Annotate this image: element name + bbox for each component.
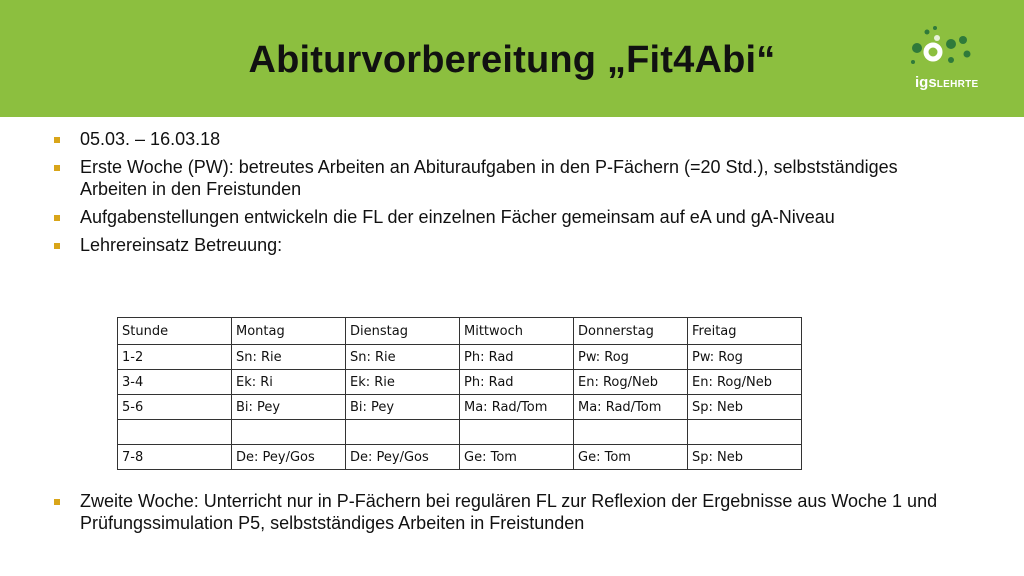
table-cell: Bi: Pey xyxy=(232,395,346,420)
logo-text-lehrte: LEHRTE xyxy=(936,79,979,90)
table-cell xyxy=(232,420,346,445)
table-cell: Ge: Tom xyxy=(460,445,574,470)
table-header-cell: Freitag xyxy=(688,318,802,345)
table-cell: Sp: Neb xyxy=(688,395,802,420)
table-header-cell: Dienstag xyxy=(346,318,460,345)
table-row xyxy=(118,395,802,420)
table-cell: Bi: Pey xyxy=(346,395,460,420)
bullet-second-week: Zweite Woche: Unterricht nur in P-Fächern bei regulären FL zur Reflexion der Ergebnisse aus Woche 1 und Prüfungssimulation P5, selbstständiges Arbeiten in Freistunden xyxy=(50,490,950,534)
table-cell: En: Rog/Neb xyxy=(688,370,802,395)
slide-title: Abiturvorbereitung „Fit4Abi“ xyxy=(248,39,776,81)
table-cell: Pw: Rog xyxy=(574,345,688,370)
table-cell: Pw: Rog xyxy=(688,345,802,370)
table-cell: Sp: Neb xyxy=(688,445,802,470)
table-cell xyxy=(574,420,688,445)
bullet-date-range: 05.03. – 16.03.18 xyxy=(50,128,950,150)
table-cell: De: Pey/Gos xyxy=(346,445,460,470)
bullet-list-after-table xyxy=(50,490,950,540)
schedule-table xyxy=(117,317,802,470)
table-cell: En: Rog/Neb xyxy=(574,370,688,395)
logo-text-igs: igs xyxy=(915,74,937,91)
table-cell: 5-6 xyxy=(118,395,232,420)
table-header-cell: Stunde xyxy=(118,318,232,345)
bullet-first-week: Erste Woche (PW): betreutes Arbeiten an Abituraufgaben in den P-Fächern (=20 Std.), selbstständiges Arbeiten in den Freistunden xyxy=(50,156,950,200)
table-cell: Ek: Ri xyxy=(232,370,346,395)
table-header-row xyxy=(118,318,802,345)
table-cell: Ek: Rie xyxy=(346,370,460,395)
table-cell: Ge: Tom xyxy=(574,445,688,470)
table-cell: 3-4 xyxy=(118,370,232,395)
bullet-teacher-assignment: Lehrereinsatz Betreuung: xyxy=(50,234,950,256)
bullet-tasks: Aufgabenstellungen entwickeln die FL der einzelnen Fächer gemeinsam auf eA und gA-Niveau xyxy=(50,206,950,228)
table-cell xyxy=(688,420,802,445)
table-cell: Sn: Rie xyxy=(346,345,460,370)
table-cell: 1-2 xyxy=(118,345,232,370)
table-cell: Ph: Rad xyxy=(460,345,574,370)
table-cell: 7-8 xyxy=(118,445,232,470)
table-row xyxy=(118,445,802,470)
table-header-cell: Montag xyxy=(232,318,346,345)
table-row xyxy=(118,345,802,370)
table-cell xyxy=(118,420,232,445)
table-cell: Ma: Rad/Tom xyxy=(460,395,574,420)
table-row xyxy=(118,370,802,395)
logo-text xyxy=(915,74,979,92)
table-cell: Sn: Rie xyxy=(232,345,346,370)
table-header-cell: Mittwoch xyxy=(460,318,574,345)
bullet-list xyxy=(50,128,950,262)
table-cell xyxy=(460,420,574,445)
igs-lehrte-logo xyxy=(905,18,1015,98)
table-cell: De: Pey/Gos xyxy=(232,445,346,470)
table-header-cell: Donnerstag xyxy=(574,318,688,345)
table-cell: Ma: Rad/Tom xyxy=(574,395,688,420)
table-cell: Ph: Rad xyxy=(460,370,574,395)
table-row xyxy=(118,420,802,445)
table-cell xyxy=(346,420,460,445)
